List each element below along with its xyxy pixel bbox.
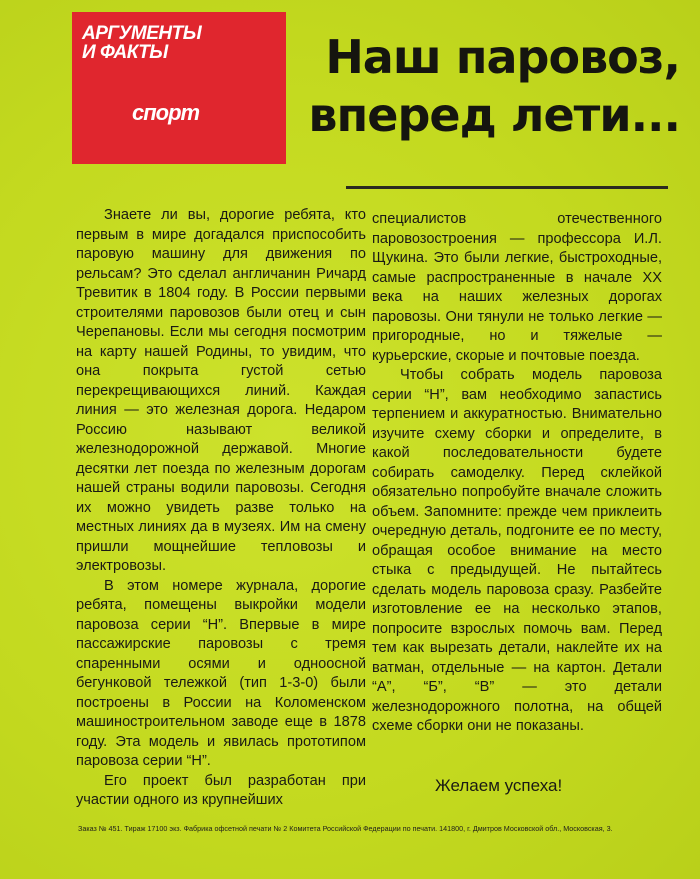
headline-rule — [346, 186, 668, 189]
logo-subtitle: спорт — [132, 100, 200, 125]
logo-title-line2: И ФАКТЫ — [82, 42, 168, 63]
logo-title-line1: АРГУМЕНТЫ — [82, 23, 202, 44]
headline-line2: вперед лети... — [308, 88, 680, 142]
paragraph: В этом номере журнала, дорогие ребята, помещены выкройки модели паровоза серии “Н”. Впервые в мире пассажирские паровозы с тремя спаренными осями и одноосной бегунковой тележкой (тип 1-3-0) были построены в России на Коломенском машиностроительном заводе еще в 1878 году. Эта модель и явилась прототипом паровоза серии “Н”. — [76, 577, 366, 769]
paragraph: Знаете ли вы, дорогие ребята, кто первым в мире догадался приспособить паровую машину для движения по рельсам? Это сделал англичанин Ричард Тревитик в 1804 году. В России первыми строителями паровозов были отец и сын Черепановы. Если мы сегодня посмотрим на карту нашей Родины, то увидим, что она покрыта густой сетью перекрещивающихся линий. Каждая линия — это железная дорога. Недаром Россию называют великой железнодорожной державой. Многие десятки лет поезда по железным дорогам нашей страны водили паровозы. Сегодня их можно увидеть разве только на местных линиях да в музеях. Им на смену пришли мощнейшие тепловозы и электровозы. — [76, 207, 366, 574]
headline-line1: Наш паровоз, — [325, 30, 680, 84]
headline — [300, 28, 680, 144]
paragraph: специалистов отечественного паровозостроения — профессора И.Л. Щукина. Это были легкие, быстроходные, самые распространенные в начале XX века на наших железных дорогах паровозы. Они тянули не только легкие — пригородные, но и тяжелые — курьерские, скорые и почтовые поезда. — [372, 211, 662, 364]
imprint-footer: Заказ № 451. Тираж 17100 экз. Фабрика офсетной печати № 2 Комитета Российской Федерации по печати. 141800, г. Дмитров Московской обл., Московская, 3. — [78, 824, 613, 833]
article-column-right — [372, 210, 662, 737]
article-column-left — [76, 206, 366, 811]
logo-title — [82, 24, 282, 62]
paragraph: Его проект был разработан при участии одного из крупнейших — [76, 772, 366, 808]
publisher-logo — [72, 12, 286, 164]
paragraph: Чтобы собрать модель паровоза серии “Н”, вам необходимо запастись терпением и аккуратностью. Внимательно изучите схему сборки и определите, в какой последовательности будете собирать самоделку. Перед склейкой обязательно попробуйте вначале сложить объем. Запомните: прежде чем приклеить очередную деталь, подгоните ее по месту, обращая особое внимание на место стыка с предыдущей. Не пытайтесь сделать модель паровоза сразу. Разбейте изготовление ее на несколько этапов, попросите взрослых помочь вам. Перед тем как вырезать детали, наклейте их на ватман, отдельные — на картон. Детали “А”, “Б”, “В” — это детали железнодорожного полотна, на общей схеме сборки они не показаны. — [372, 367, 662, 734]
closing-wish: Желаем успеха! — [435, 776, 563, 795]
